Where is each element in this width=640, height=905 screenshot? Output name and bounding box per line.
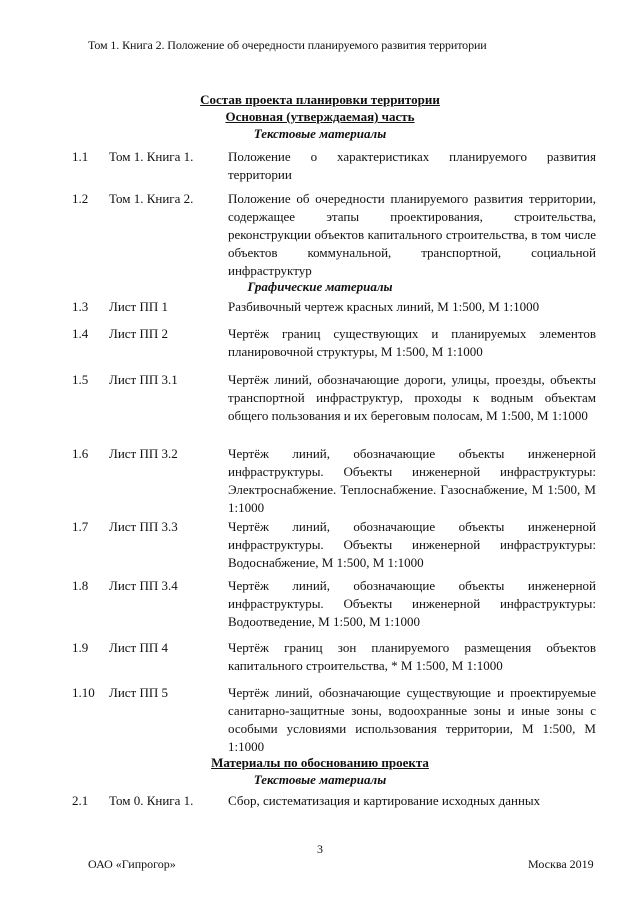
item-description: Сбор, систематизация и картирование исходных данных	[228, 793, 541, 808]
item-code: Лист ПП 3.1	[109, 372, 178, 387]
justification-text-materials-heading: Текстовые материалы	[253, 772, 387, 787]
item-description: Чертёж линий, обозначающие существующие и проектируемые санитарно-защитные зоны, водоохранные зоны и иные зоны с особыми условиями использования территории, М 1:500, М 1:1000	[228, 685, 596, 754]
footer-organization: ОАО «Гипрогор»	[88, 857, 176, 871]
item-code: Лист ПП 3.4	[109, 578, 178, 593]
item-code: Лист ПП 5	[109, 685, 169, 700]
footer-city-year: Москва 2019	[528, 857, 594, 871]
justification-heading: Материалы по обоснованию проекта	[211, 755, 429, 770]
item-code: Том 1. Книга 1.	[109, 149, 194, 164]
item-number: 1.2	[72, 191, 89, 206]
item-description: Разбивочный чертеж красных линий, М 1:500, М 1:1000	[228, 299, 540, 314]
item-description: Положение об очередности планируемого развития территории, содержащее этапы проектирования, строительства, реконструкции объектов капитального строительства, в том числе объектов коммунальной, транспортной, социальной инфраструктур	[228, 191, 596, 278]
item-number: 1.9	[72, 640, 89, 655]
item-number: 1.7	[72, 519, 89, 534]
item-description: Чертёж линий, обозначающие дороги, улицы, проезды, объекты транспортной инфраструктур, проходы к водным объектам общего пользования и их береговым полосам, М 1:500, М 1:1000	[228, 372, 596, 423]
item-number: 1.3	[72, 299, 89, 314]
page-number: 3	[317, 842, 323, 856]
text-materials-heading: Текстовые материалы	[253, 126, 387, 141]
item-number: 1.10	[72, 685, 95, 700]
item-code: Лист ПП 3.2	[109, 446, 178, 461]
item-number: 1.6	[72, 446, 89, 461]
item-number: 2.1	[72, 793, 89, 808]
item-description: Чертёж линий, обозначающие объекты инженерной инфраструктуры. Объекты инженерной инфраструктуры: Водоснабжение, М 1:500, М 1:1000	[228, 519, 596, 570]
graphic-materials-heading: Графические материалы	[247, 279, 393, 294]
item-code: Лист ПП 3.3	[109, 519, 178, 534]
item-code: Лист ПП 1	[109, 299, 169, 314]
item-description: Чертёж линий, обозначающие объекты инженерной инфраструктуры. Объекты инженерной инфраструктуры: Электроснабжение. Теплоснабжение. Газоснабжение, М 1:500, М 1:1000	[228, 446, 596, 515]
item-code: Лист ПП 4	[109, 640, 169, 655]
running-header: Том 1. Книга 2. Положение об очередности планируемого развития территории	[88, 38, 487, 52]
item-code: Том 0. Книга 1.	[109, 793, 194, 808]
item-number: 1.4	[72, 326, 89, 341]
item-description: Чертёж линий, обозначающие объекты инженерной инфраструктуры. Объекты инженерной инфраструктуры: Водоотведение, М 1:500, М 1:1000	[228, 578, 596, 629]
item-description: Чертёж границ зон планируемого размещения объектов капитального строительства, * М 1:500, М 1:1000	[228, 640, 596, 673]
item-description: Положение о характеристиках планируемого развития территории	[228, 149, 596, 182]
item-number: 1.5	[72, 372, 89, 387]
document-title: Состав проекта планировки территории	[200, 92, 440, 107]
item-description: Чертёж границ существующих и планируемых элементов планировочной структуры, М 1:500, М 1:1000	[228, 326, 596, 359]
item-code: Том 1. Книга 2.	[109, 191, 194, 206]
item-code: Лист ПП 2	[109, 326, 169, 341]
item-number: 1.8	[72, 578, 89, 593]
item-number: 1.1	[72, 149, 89, 164]
part-title: Основная (утверждаемая) часть	[225, 109, 415, 124]
